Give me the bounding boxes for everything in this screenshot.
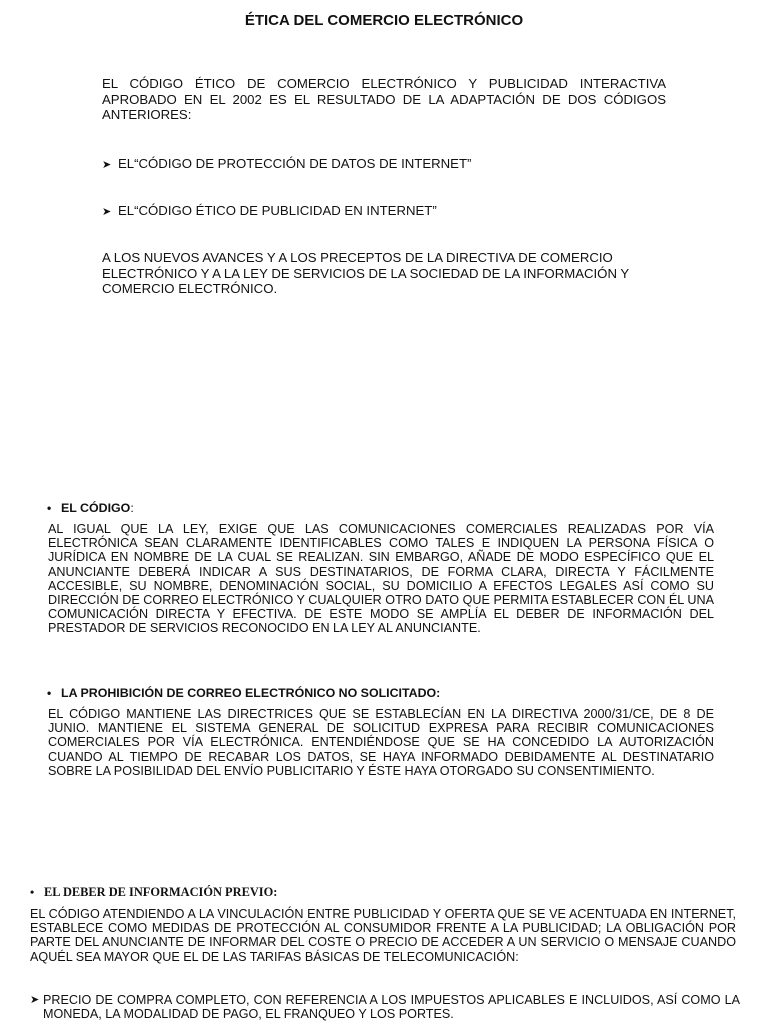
adaptation-paragraph: A LOS NUEVOS AVANCES Y A LOS PRECEPTOS DE LA DIRECTIVA DE COMERCIO ELECTRÓNICO Y A LA LEY DE SERVICIOS DE LA SOCIEDAD DE LA INFORMACIÓN Y COMERCIO ELECTRÓNICO.	[102, 250, 629, 297]
intro-paragraph: EL CÓDIGO ÉTICO DE COMERCIO ELECTRÓNICO Y PUBLICIDAD INTERACTIVA APROBADO EN EL 2002 ES EL RESULTADO DE LA ADAPTACIÓN DE DOS CÓDIGOS ANTERIORES:	[102, 76, 666, 123]
bullet-icon: •	[47, 501, 52, 515]
arrow-bullet-icon: ➤	[30, 994, 40, 1006]
code-item-label: EL“CÓDIGO DE PROTECCIÓN DE DATOS DE INTERNET”	[118, 156, 472, 171]
arrow-bullet-icon: ➤	[102, 159, 112, 171]
code-item-advertising	[102, 203, 437, 218]
section-heading-label: EL DEBER DE INFORMACIÓN PREVIO:	[44, 885, 278, 899]
section-body-prohibicion: EL CÓDIGO MANTIENE LAS DIRECTRICES QUE SE ESTABLECÍAN EN LA DIRECTIVA 2000/31/CE, DE 8 DE JUNIO. MANTIENE EL SISTEMA GENERAL DE SOLICITUD EXPRESA PARA RECIBIR COMUNICACIONES COMERCIALES POR VÍA ELECTRÓNICA. ENTENDIÉNDOSE QUE SE HA CONCEDIDO LA AUTORIZACIÓN CUANDO AL TIEMPO DE RECABAR LOS DATOS, SE HAYA INFORMADO DEBIDAMENTE AL DESTINATARIO SOBRE LA POSIBILIDAD DEL ENVÍO PUBLICITARIO Y ÉSTE HAYA OTORGADO SU CONSENTIMIENTO.	[48, 707, 714, 778]
section-heading-label: EL CÓDIGO	[61, 501, 131, 515]
code-item-data-protection	[102, 156, 471, 171]
bullet-icon: •	[47, 686, 52, 700]
bullet-icon: •	[30, 885, 35, 899]
section-heading-deber-informacion	[30, 885, 277, 900]
section-body-deber-informacion: EL CÓDIGO ATENDIENDO A LA VINCULACIÓN ENTRE PUBLICIDAD Y OFERTA QUE SE VE ACENTUADA EN INTERNET, ESTABLECE COMO MEDIDAS DE PROTECCIÓN AL CONSUMIDOR FRENTE A LA PUBLICIDAD; LA OBLIGACIÓN POR PARTE DEL ANUNCIANTE DE INFORMAR DEL COSTE O PRECIO DE ACCEDER A UN SERVICIO O MENSAJE CUANDO AQUÉL SEA MAYOR QUE EL DE LAS TARIFAS BÁSICAS DE TELECOMUNICACIÓN:	[30, 907, 736, 964]
section-heading-suffix: :	[130, 501, 134, 515]
section-body-el-codigo: AL IGUAL QUE LA LEY, EXIGE QUE LAS COMUNICACIONES COMERCIALES REALIZADAS POR VÍA ELECTRÓNICA SEAN CLARAMENTE IDENTIFICABLES COMO TALES E INDIQUEN LA PERSONA FÍSICA O JURÍDICA EN NOMBRE DE LA CUAL SE REALIZAN. SIN EMBARGO, AÑADE DE MODO ESPECÍFICO QUE EL ANUNCIANTE DEBERÁ INDICAR A SUS DESTINATARIOS, DE FORMA CLARA, DIRECTA Y FÁCILMENTE ACCESIBLE, SU NOMBRE, DENOMINACIÓN SOCIAL, SU DOMICILIO A EFECTOS LEGALES ASÍ COMO SU DIRECCIÓN DE CORREO ELECTRÓNICO Y CUALQUIER OTRO DATO QUE PERMITA ESTABLECER CON ÉL UNA COMUNICACIÓN DIRECTA Y EFECTIVA. DE ESTE MODO SE AMPLÍA EL DEBER DE INFORMACIÓN DEL PRESTADOR DE SERVICIOS RECONOCIDO EN LA LEY AL ANUNCIANTE.	[48, 522, 714, 636]
section-heading-label: LA PROHIBICIÓN DE CORREO ELECTRÓNICO NO SOLICITADO:	[61, 686, 441, 700]
code-item-label: EL“CÓDIGO ÉTICO DE PUBLICIDAD EN INTERNET”	[118, 203, 437, 218]
price-list-item	[30, 993, 740, 1021]
section-heading-prohibicion	[47, 686, 440, 700]
price-list-item-label: PRECIO DE COMPRA COMPLETO, CON REFERENCIA A LOS IMPUESTOS APLICABLES E INCLUIDOS, ASÍ COMO LA MONEDA, LA MODALIDAD DE PAGO, EL FRANQUEO Y LOS PORTES.	[43, 993, 740, 1022]
section-heading-el-codigo	[47, 501, 134, 515]
arrow-bullet-icon: ➤	[102, 206, 112, 218]
page-title: ÉTICA DEL COMERCIO ELECTRÓNICO	[244, 12, 524, 29]
